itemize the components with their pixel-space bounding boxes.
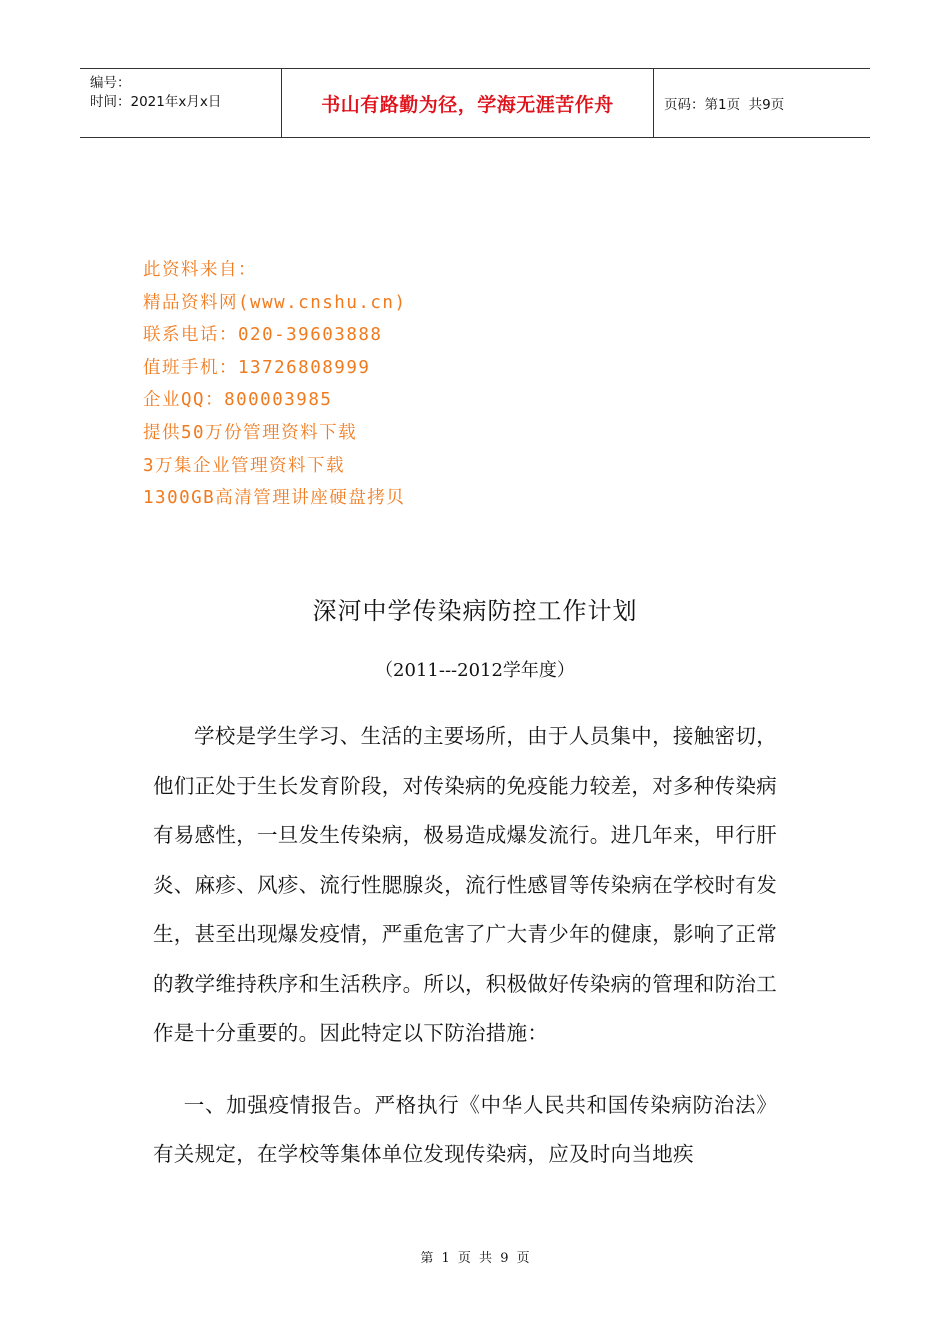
promo-line: 企业QQ：800003985 [143, 390, 333, 411]
promo-line: 联系电话：020-39603888 [143, 325, 383, 346]
time-label: 时间：2021年x月x日 [90, 94, 222, 110]
promo-line: 精品资料网(www.cnshu.cn) [143, 292, 407, 313]
document-header [80, 68, 870, 138]
document-title: 深河中学传染病防控工作计划 [312, 597, 638, 625]
promo-line: 1300GB高清管理讲座硬盘拷贝 [143, 488, 406, 509]
number-label: 编号： [90, 75, 131, 91]
header-page-cell [654, 69, 870, 137]
header-motto-cell [282, 69, 654, 137]
promo-line: 此资料来自： [143, 260, 257, 280]
intro-paragraph: 学校是学生学习、生活的主要场所，由于人员集中，接触密切，他们正处于生长发育阶段，对传染病的免疫能力较差，对多种传染病有易感性，一旦发生传染病，极易造成爆发流行。进几年来，甲行肝炎、麻疹、风疹、流行性腮腺炎，流行性感冒等传染病在学校时有发生，甚至出现爆发疫情，严重危害了广大青少年的健康，影响了正常的教学维持秩序和生活秩序。所以，积极做好传染病的管理和防治工作是十分重要的。因此特定以下防治措施： [153, 724, 777, 1045]
section-one-paragraph: 一、加强疫情报告。严格执行《中华人民共和国传染病防治法》有关规定，在学校等集体单位发现传染病，应及时向当地疾 [153, 1092, 777, 1166]
promo-line: 提供50万份管理资料下载 [143, 422, 358, 443]
header-meta-cell [80, 69, 282, 137]
promo-line: 3万集企业管理资料下载 [143, 455, 346, 476]
promo-line: 值班手机：13726808999 [143, 357, 371, 378]
document-subtitle: （2011---2012学年度） [375, 660, 575, 681]
motto-text: 书山有路勤为径，学海无涯苦作舟 [321, 93, 614, 116]
promo-block [143, 254, 407, 515]
page-footer: 第 1 页 共 9 页 [420, 1251, 530, 1266]
document-body [153, 712, 777, 1180]
page-info: 页码：第1页 共9页 [664, 97, 785, 113]
